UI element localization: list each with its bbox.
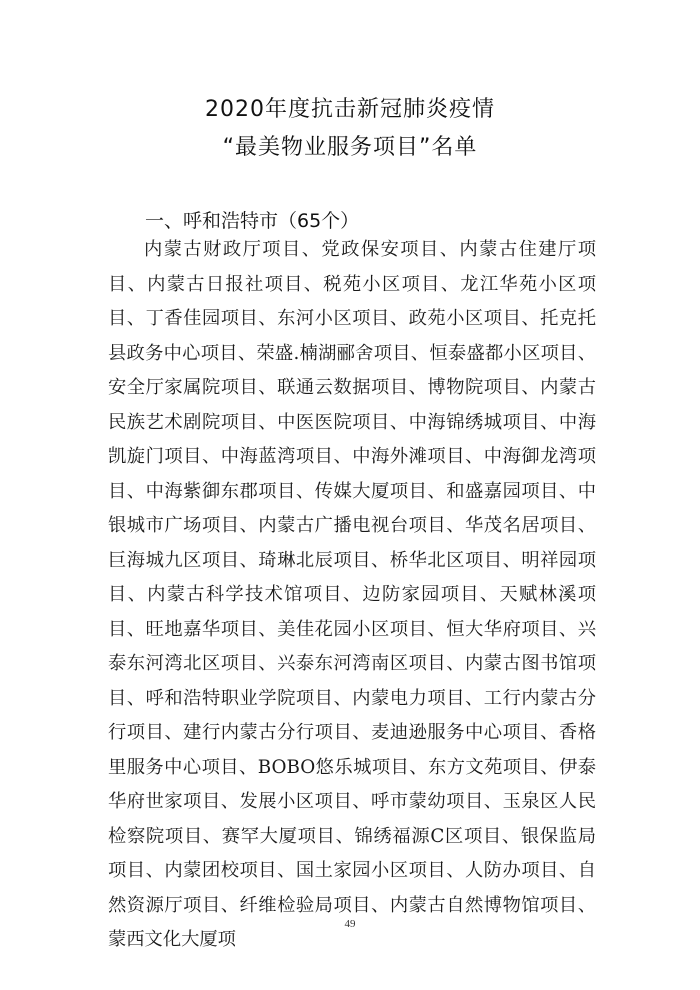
document-title-line-2: “最美物业服务项目”名单	[222, 135, 478, 160]
page-number: 49	[344, 918, 356, 930]
document-title-line-1: 2020年度抗击新冠肺炎疫情	[205, 97, 495, 122]
project-list-paragraph: 内蒙古财政厅项目、党政保安项目、内蒙古住建厅项目、内蒙古日报社项目、税苑小区项目、龙江华苑小区项目、丁香佳园项目、东河小区项目、政苑小区项目、托克托县政务中心项目、荣盛.楠湖郦舍项目、恒泰盛都小区项目、安全厅家属院项目、联通云数据项目、博物院项目、内蒙古民族艺术剧院项目、中医医院项目、中海锦绣城项目、中海凯旋门项目、中海蓝湾项目、中海外滩项目、中海御龙湾项目、中海紫御东郡项目、传媒大厦项目、和盛嘉园项目、中银城市广场项目、内蒙古广播电视台项目、华茂名居项目、巨海城九区项目、琦琳北辰项目、桥华北区项目、明祥园项目、内蒙古科学技术馆项目、边防家园项目、天赋林溪项目、旺地嘉华项目、美佳花园小区项目、恒大华府项目、兴泰东河湾北区项目、兴泰东河湾南区项目、内蒙古图书馆项目、呼和浩特职业学院项目、内蒙电力项目、工行内蒙古分行项目、建行内蒙古分行项目、麦迪逊服务中心项目、香格里服务中心项目、BOBO悠乐城项目、东方文苑项目、伊泰华府世家项目、发展小区项目、呼市蒙幼项目、玉泉区人民检察院项目、赛罕大厦项目、锦绣福源C区项目、银保监局项目、内蒙团校项目、国土家园小区项目、人防办项目、自然资源厅项目、纤维检验局项目、内蒙古自然博物馆项目、蒙西文化大厦项	[108, 239, 596, 950]
section-heading-hohhot: 一、呼和浩特市（65个）	[145, 210, 360, 232]
